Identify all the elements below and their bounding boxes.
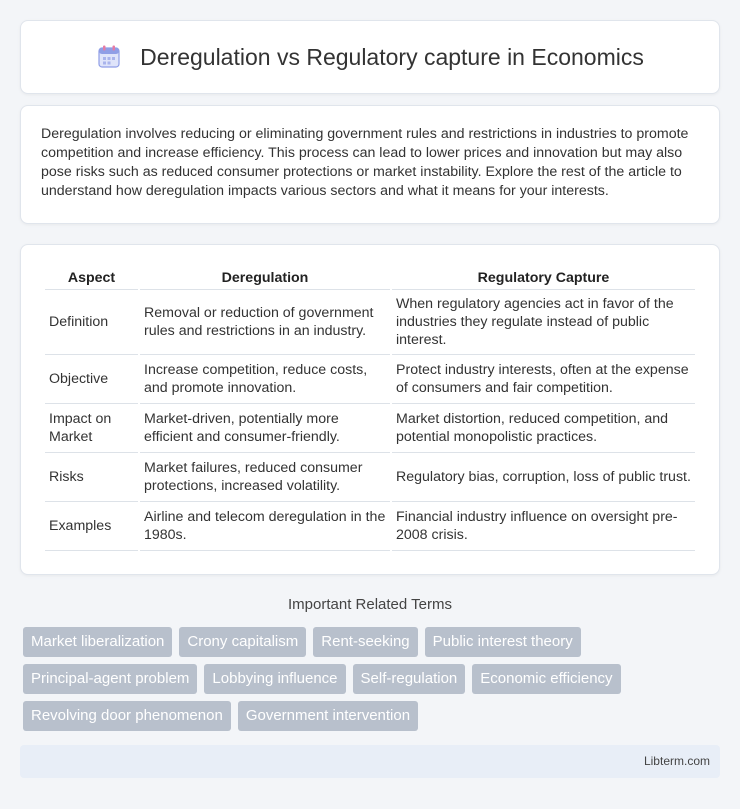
row-regulatory-capture: Market distortion, reduced competition, and potential monopolistic practices.: [392, 404, 695, 453]
row-aspect: Examples: [45, 502, 138, 551]
intro-card: [20, 105, 720, 224]
header-deregulation: Deregulation: [140, 263, 390, 290]
row-deregulation: Removal or reduction of government rules and restrictions in an industry.: [140, 290, 390, 355]
row-aspect: Risks: [45, 453, 138, 502]
related-terms-list: [23, 627, 723, 731]
row-regulatory-capture: Financial industry influence on oversight pre-2008 crisis.: [392, 502, 695, 551]
term-tag[interactable]: Self-regulation: [353, 664, 466, 694]
row-deregulation: Airline and telecom deregulation in the 1980s.: [140, 502, 390, 551]
term-tag[interactable]: Government intervention: [238, 701, 418, 731]
title-card: [20, 20, 720, 94]
row-regulatory-capture: When regulatory agencies act in favor of the industries they regulate instead of public interest.: [392, 290, 695, 355]
table-header-row: [45, 263, 695, 290]
header-aspect: Aspect: [45, 263, 138, 290]
row-regulatory-capture: Protect industry interests, often at the expense of consumers and fair competition.: [392, 355, 695, 404]
table-row: [45, 502, 695, 551]
row-regulatory-capture: Regulatory bias, corruption, loss of public trust.: [392, 453, 695, 502]
row-deregulation: Increase competition, reduce costs, and promote innovation.: [140, 355, 390, 404]
row-aspect: Definition: [45, 290, 138, 355]
related-terms-title: Important Related Terms: [288, 596, 452, 613]
comparison-table: [43, 263, 697, 551]
row-aspect: Objective: [45, 355, 138, 404]
row-deregulation: Market-driven, potentially more efficient and consumer-friendly.: [140, 404, 390, 453]
term-tag[interactable]: Economic efficiency: [472, 664, 620, 694]
term-tag[interactable]: Revolving door phenomenon: [23, 701, 231, 731]
table-row: [45, 290, 695, 355]
term-tag[interactable]: Principal-agent problem: [23, 664, 197, 694]
footer-site-link[interactable]: Libterm.com: [643, 754, 710, 768]
intro-text: Deregulation involves reducing or eliminating government rules and restrictions in industries to promote competition and increase efficiency. This process can lead to lower prices and innovation but may also pose risks such as reduced consumer protections or market instability. Explore the rest of the article to understand how deregulation impacts various sectors and what it means for your interests.: [41, 126, 689, 199]
term-tag[interactable]: Public interest theory: [425, 627, 581, 657]
footer: [20, 745, 720, 778]
term-tag[interactable]: Crony capitalism: [179, 627, 306, 657]
table-row: [45, 453, 695, 502]
row-deregulation: Market failures, reduced consumer protections, increased volatility.: [140, 453, 390, 502]
page-title: Deregulation vs Regulatory capture in Economics: [140, 43, 644, 70]
term-tag[interactable]: Rent-seeking: [313, 627, 417, 657]
row-aspect: Impact on Market: [45, 404, 138, 453]
table-row: [45, 355, 695, 404]
header-regulatory-capture: Regulatory Capture: [392, 263, 695, 290]
comparison-card: [20, 244, 720, 575]
table-row: [45, 404, 695, 453]
calendar-icon: [96, 44, 122, 70]
term-tag[interactable]: Lobbying influence: [204, 664, 345, 694]
term-tag[interactable]: Market liberalization: [23, 627, 172, 657]
